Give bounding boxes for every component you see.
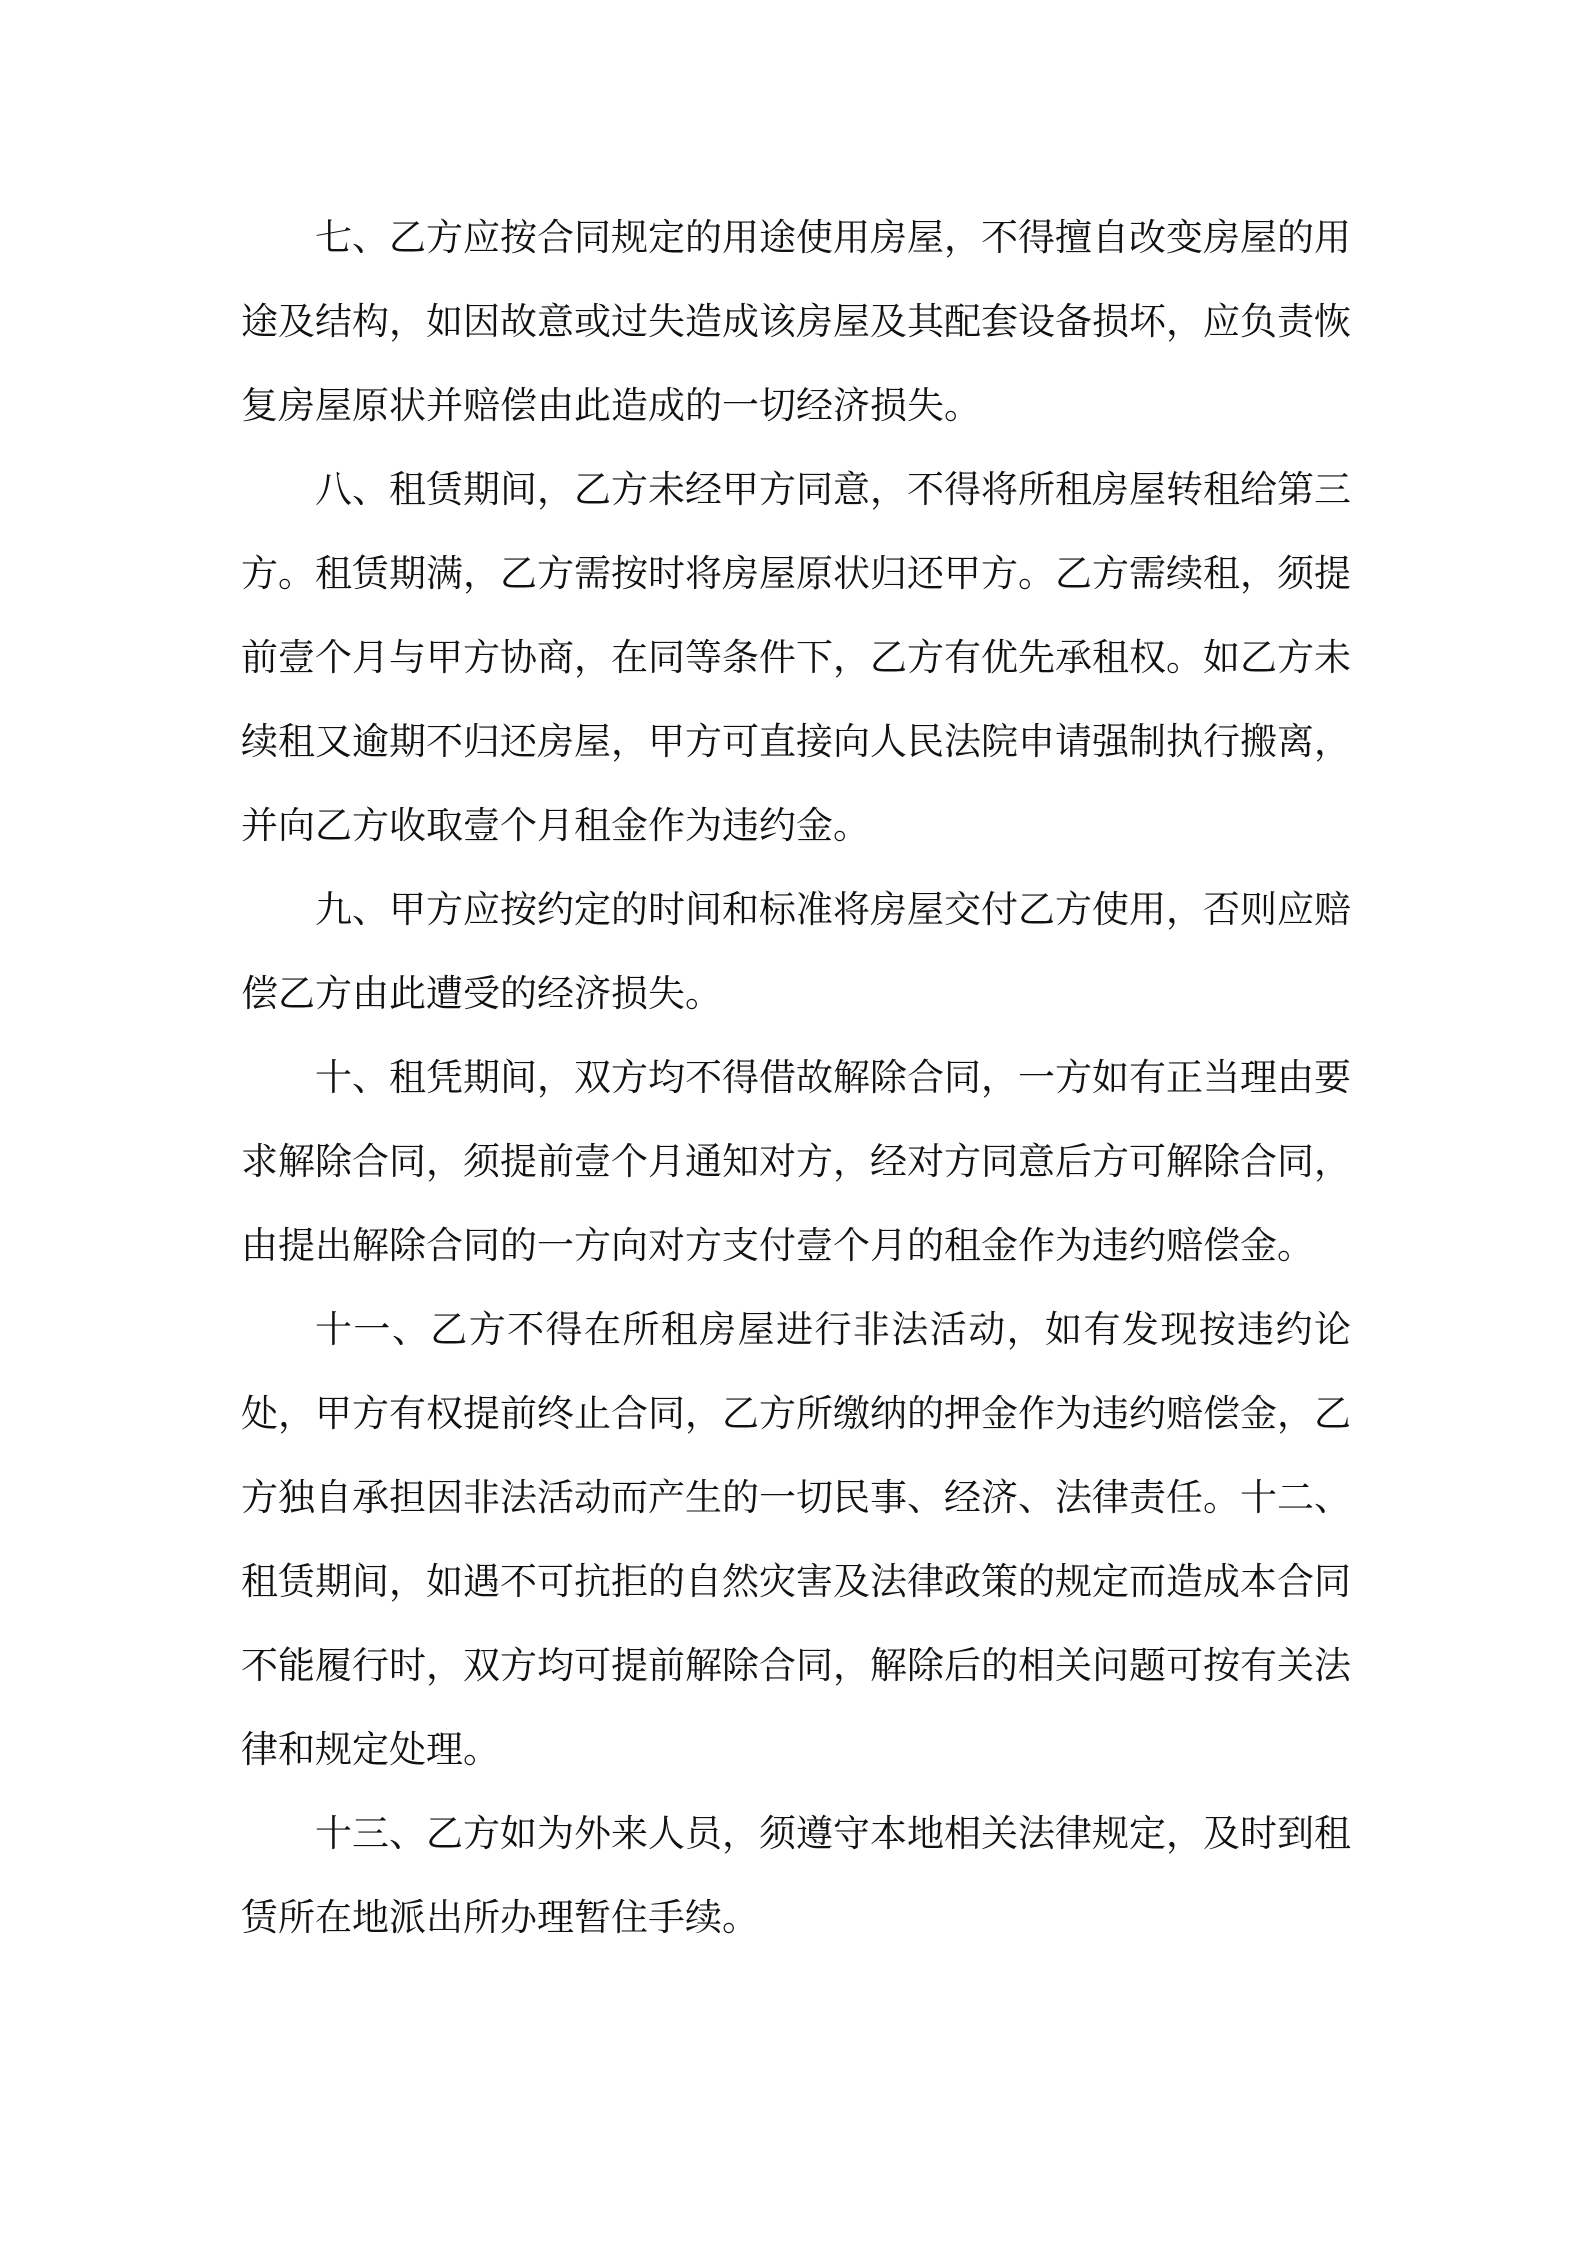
clause-9: 九、甲方应按约定的时间和标准将房屋交付乙方使用，否则应赔偿乙方由此遭受的经济损失。	[241, 888, 1351, 1015]
clause-7: 七、乙方应按合同规定的用途使用房屋，不得擅自改变房屋的用途及结构，如因故意或过失造成该房屋及其配套设备损坏，应负责恢复房屋原状并赔偿由此造成的一切经济损失。	[241, 216, 1351, 427]
clause-11-12: 十一、乙方不得在所租房屋进行非法活动，如有发现按违约论处，甲方有权提前终止合同，乙方所缴纳的押金作为违约赔偿金，乙方独自承担因非法活动而产生的一切民事、经济、法律责任。十二、租赁期间，如遇不可抗拒的自然灾害及法律政策的规定而造成本合同不能履行时，双方均可提前解除合同，解除后的相关问题可按有关法律和规定处理。	[241, 1308, 1351, 1771]
contract-body	[241, 196, 1351, 1960]
clause-10: 十、租凭期间，双方均不得借故解除合同，一方如有正当理由要求解除合同，须提前壹个月通知对方，经对方同意后方可解除合同，由提出解除合同的一方向对方支付壹个月的租金作为违约赔偿金。	[241, 1056, 1351, 1267]
clause-13: 十三、乙方如为外来人员，须遵守本地相关法律规定，及时到租赁所在地派出所办理暂住手续。	[241, 1812, 1351, 1939]
clause-8: 八、租赁期间，乙方未经甲方同意，不得将所租房屋转租给第三方。租赁期满，乙方需按时将房屋原状归还甲方。乙方需续租，须提前壹个月与甲方协商，在同等条件下，乙方有优先承租权。如乙方未续租又逾期不归还房屋，甲方可直接向人民法院申请强制执行搬离，并向乙方收取壹个月租金作为违约金。	[241, 468, 1351, 847]
